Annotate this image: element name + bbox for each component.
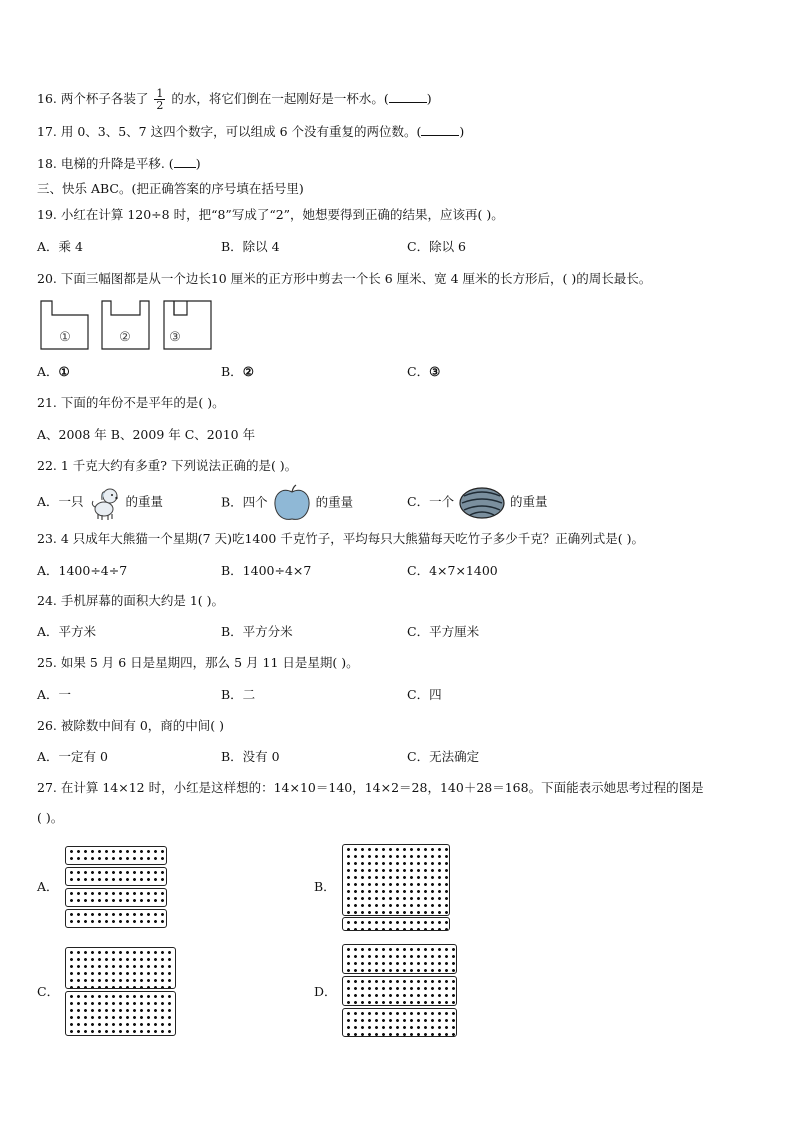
dot-array-block [342,944,457,974]
dot-array-row [65,888,167,907]
question-22: 22. 1 千克大约有多重? 下列说法正确的是( )。 [37,458,298,473]
q19-option-b[interactable]: B．除以 4 [221,239,280,254]
option-b-pre: B．四个 [221,494,268,510]
q22-option-c[interactable] [407,484,548,520]
q18-text: 18. 电梯的升降是平移. ( [37,156,174,171]
q16-close: ) [426,91,432,106]
q25-option-b[interactable]: B．二 [221,687,256,702]
dot-array-row [342,917,450,931]
dot-array-block [65,991,176,1036]
q16-text-pre: 两个杯子各装了 [60,91,149,106]
dot-array-row [65,909,167,928]
option-a-pre: A．一只 [37,494,84,509]
question-23: 23. 4 只成年大熊猫一个星期(7 天)吃1400 千克竹子，平均每只大熊猫每天吃竹子多少千克？正确列式是( )。 [37,531,644,546]
section-3-heading: 三、快乐 ABC。(把正确答案的序号填在括号里) [37,181,304,196]
q17-text: 17. 用 0、3、5、7 这四个数字，可以组成 6 个没有重复的两位数。( [37,124,422,139]
question-16 [37,88,432,111]
dot-array-block [342,1008,457,1037]
q27-option-a-label[interactable]: A． [37,879,59,894]
q23-option-a[interactable]: A．1400÷4÷7 [37,563,128,578]
figure-1-label: ① [59,330,71,345]
answer-blank[interactable] [421,123,459,136]
option-figure-ref: ② [242,364,254,379]
option-figure-ref: ③ [429,364,441,379]
q27-option-c-label[interactable]: C． [37,984,60,999]
dot-array-block [342,976,457,1006]
puppy-icon [88,485,122,521]
apple-icon [272,484,312,522]
q22-option-a[interactable] [37,484,163,521]
q19-option-c[interactable]: C．除以 6 [407,239,466,254]
dot-array-block [342,844,450,916]
question-24: 24. 手机屏幕的面积大约是 1( )。 [37,593,225,608]
watermelon-icon [458,486,506,520]
q20-option-b[interactable] [221,363,254,381]
answer-blank[interactable] [174,155,196,168]
q20-option-a[interactable] [37,363,70,381]
q25-option-c[interactable]: C．四 [407,687,442,702]
q22-option-b[interactable] [221,484,353,522]
q26-option-c[interactable]: C．无法确定 [407,749,480,764]
q24-option-a[interactable]: A．平方米 [37,624,97,639]
fraction-numerator: 1 [156,87,164,100]
q27-option-b-label[interactable]: B． [314,879,336,894]
option-letter: C． [407,364,430,379]
question-19: 19. 小红在计算 120÷8 时，把“8”写成了“2”，她想要得到正确的结果，应该再( )。 [37,207,504,222]
q24-option-c[interactable]: C．平方厘米 [407,624,480,639]
q17-close: ) [459,124,465,139]
figure-2-label: ② [119,330,131,345]
question-27-blank: ( )。 [37,810,64,825]
q20-option-c[interactable] [407,363,440,381]
option-b-post: 的重量 [315,494,354,510]
q19-option-a[interactable]: A．乘 4 [37,239,83,254]
question-20: 20. 下面三幅图都是从一个边长10 厘米的正方形中剪去一个长 6 厘米、宽 4 厘米的长方形后，( )的周长最长。 [37,271,652,286]
q16-text-post: 的水，将它们倒在一起刚好是一杯水。( [171,91,389,106]
option-c-pre: C．一个 [407,494,455,509]
figure-3-label: ③ [169,330,181,345]
question-18 [37,155,201,173]
q27-option-d-label[interactable]: D． [314,984,337,999]
q26-option-b[interactable]: B．没有 0 [221,749,280,764]
q25-option-a[interactable]: A．一 [37,687,72,702]
option-a-post: 的重量 [125,494,164,509]
one-half-fraction [154,88,165,111]
answer-blank[interactable] [389,90,427,103]
q23-option-c[interactable]: C．4×7×1400 [407,563,498,578]
q26-option-a[interactable]: A．一定有 0 [37,749,108,764]
question-21: 21. 下面的年份不是平年的是( )。 [37,395,225,410]
q24-option-b[interactable]: B．平方分米 [221,624,293,639]
option-c-post: 的重量 [510,494,548,509]
q16-number: 16. [37,91,57,106]
dot-array-block [65,947,176,989]
q21-options[interactable]: A、2008 年 B、2009 年 C、2010 年 [37,427,256,442]
question-25: 25. 如果 5 月 6 日是星期四，那么 5 月 11 日是星期( )。 [37,655,359,670]
fraction-denominator: 2 [156,99,164,112]
question-27: 27. 在计算 14×12 时，小红是这样想的：14×10＝140，14×2＝28，140＋28＝168。下面能表示她思考过程的图是 [37,780,704,795]
question-26: 26. 被除数中间有 0，商的中间( ) [37,718,225,733]
question-17 [37,123,464,141]
dot-array-row [65,867,167,886]
cut-square-figures [40,300,216,350]
option-letter: B． [221,364,243,379]
option-letter: A． [37,364,59,379]
option-figure-ref: ① [58,364,70,379]
q23-option-b[interactable]: B．1400÷4×7 [221,563,312,578]
dot-array-row [65,846,167,865]
q18-close: ) [195,156,201,171]
